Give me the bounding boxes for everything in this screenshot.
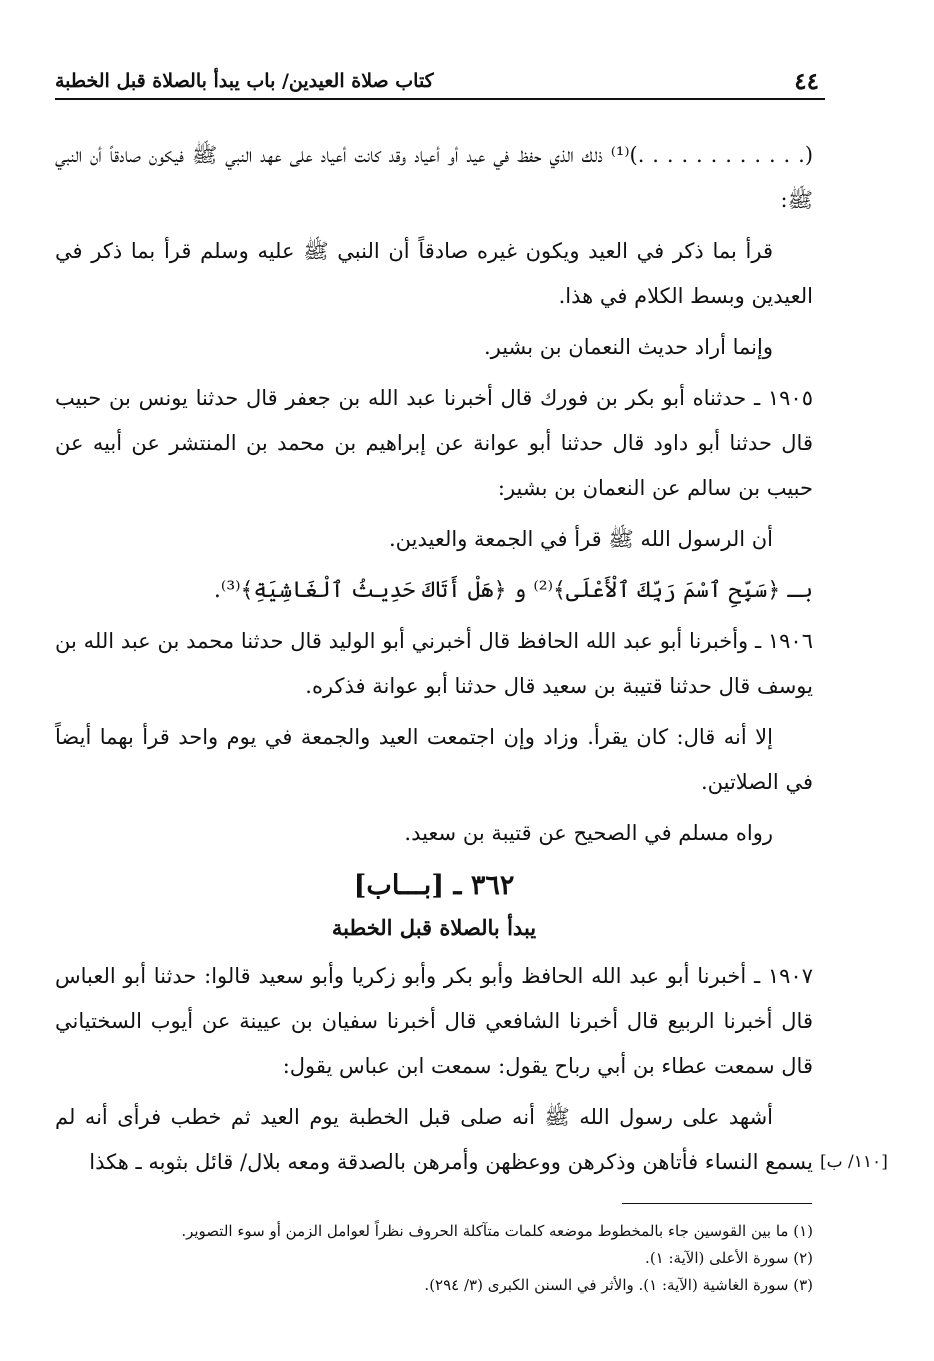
hadith-1905: ١٩٠٥ ـ حدثناه أبو بكر بن فورك قال أخبرنا عبد الله بن جعفر قال حدثنا يونس بن حبيب قال حدثنا أبو داود قال حدثنا أبو عوانة عن إبراهيم بن محمد بن المنتشر عن أبيه عن حبيب بن سالم عن النعمان بن بشير: xyxy=(55,386,813,500)
hadith-text: أن الرسول الله ﷺ قرأ في الجمعة والعيدين. xyxy=(388,527,773,551)
hadith-text: أشهد على رسول الله ﷺ أنه صلى قبل الخطبة يوم العيد ثم خطب فرأى أنه لم يسمع النساء فأتاهن وذكرهن ووعظهن وأمرهن بالصدقة ومعه بلال/ قائل بثوبه ـ هكذا xyxy=(55,1105,813,1174)
footnote: (٣) سورة الغاشية (الآية: ١). والأثر في السنن الكبرى (٣/ ٢٩٤). xyxy=(424,1276,813,1294)
paragraph: رواه مسلم في الصحيح عن قتيبة بن سعيد. xyxy=(404,821,773,845)
manuscript-folio-note: [١١٠/ ب] xyxy=(820,1152,888,1172)
main-text xyxy=(55,133,813,1191)
footnote-divider xyxy=(622,1203,812,1204)
paragraph: وإنما أراد حديث النعمان بن بشير. xyxy=(483,335,773,359)
footnote: (١) ما بين القوسين جاء بالمخطوط موضعه كلمات متآكلة الحروف نظراً لعوامل الزمن أو سوء التصوير. xyxy=(181,1222,813,1240)
chapter-title: يبدأ بالصلاة قبل الخطبة xyxy=(331,915,537,940)
paragraph: إلا أنه قال: كان يقرأ. وزاد وإن اجتمعت العيد والجمعة في يوم واحد قرأ بهما أيضاً في الصلاتين. xyxy=(55,725,813,794)
paragraph: قرأ بما ذكر في العيد ويكون غيره صادقاً أن النبي ﷺ عليه وسلم قرأ بما ذكر في العيدين وبسط الكلام في هذا. xyxy=(55,239,813,308)
footnotes xyxy=(55,1218,813,1299)
quran-verse: بـ ﴿سَبِّحِ ٱسْمَ رَبِّكَ ٱلْأَعْلَى﴾⁽²⁾ و ﴿هَلْ أَتَاكَ حَدِيثُ ٱلْغَاشِيَةِ﴾⁽³⁾. xyxy=(213,578,813,603)
hadith-1907: ١٩٠٧ ـ أخبرنا أبو عبد الله الحافظ وأبو بكر وأبو زكريا وأبو سعيد قالوا: حدثنا أبو العباس قال أخبرنا الربيع قال أخبرنا الشافعي قال أخبرنا سفيان بن عيينة عن أيوب السختياني قال سمعت عطاء بن أبي رباح يقول: سمعت ابن عباس يقول: xyxy=(55,964,813,1078)
running-title: كتاب صلاة العيدين/ باب يبدأ بالصلاة قبل الخطبة xyxy=(55,70,434,92)
page-number: ٤٤ xyxy=(794,68,819,95)
hadith-1906: ١٩٠٦ ـ وأخبرنا أبو عبد الله الحافظ قال أخبرني أبو الوليد قال حدثنا محمد بن عبد الله بن يوسف قال حدثنا قتيبة بن سعيد قال حدثنا أبو عوانة فذكره. xyxy=(55,629,813,698)
running-header xyxy=(55,66,825,100)
footnote: (٢) سورة الأعلى (الآية: ١). xyxy=(645,1249,813,1267)
paragraph-lacuna: (. . . . . . . . . . . .)⁽¹⁾ ذلك الذي حفظ في عيد أو أعياد وقد كانت أعياد على عهد النبي ﷺ فيكون صادقاً أن النبي ﷺ: xyxy=(55,143,814,212)
chapter-heading: ٣٦٢ ـ [بـــاب] xyxy=(353,870,515,901)
